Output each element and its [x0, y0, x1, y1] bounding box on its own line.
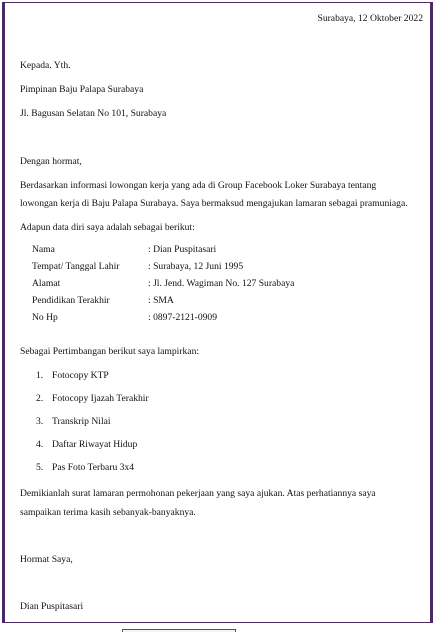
recipient-address: Jl. Bagusan Selatan No 101, Surabaya: [20, 108, 167, 119]
data-label-name: Nama: [32, 244, 55, 255]
data-value-birth: : Surabaya, 12 Juni 1995: [148, 261, 244, 272]
data-value-phone: : 0897-2121-0909: [148, 312, 218, 323]
list-item-number: 3.: [36, 416, 44, 427]
attachments-intro: Sebagai Pertimbangan berikut saya lampirkan:: [20, 346, 200, 357]
list-item: Transkrip Nilai: [52, 416, 111, 427]
sign-off: Hormat Saya,: [20, 554, 73, 565]
page-bottom-border: [2, 622, 433, 623]
letter-date: Surabaya, 12 Oktober 2022: [317, 13, 423, 24]
list-item-number: 2.: [36, 393, 44, 404]
data-value-address: : Jl. Jend. Wagiman No. 127 Surabaya: [148, 278, 295, 289]
signature-name: Dian Puspitasari: [20, 601, 84, 612]
list-item: Fotocopy KTP: [52, 370, 109, 381]
recipient-name: Pimpinan Baju Palapa Surabaya: [20, 84, 144, 95]
data-label-address: Alamat: [32, 278, 61, 289]
data-intro: Adapun data diri saya adalah sebagai berikut:: [20, 222, 195, 233]
list-item: Pas Foto Terbaru 3x4: [52, 462, 135, 473]
intro-line-2: lowongan kerja di Baju Palapa Surabaya. Saya bermaksud mengajukan lamaran sebagai pramuniaga.: [20, 198, 408, 209]
data-label-phone: No Hp: [32, 312, 58, 323]
recipient-prefix: Kepada. Yth.: [20, 60, 71, 71]
list-item-number: 4.: [36, 439, 44, 450]
list-item: Daftar Riwayat Hidup: [52, 439, 138, 450]
data-value-name: : Dian Puspitasari: [148, 244, 217, 255]
intro-line-1: Berdasarkan informasi lowongan kerja yang ada di Group Facebook Loker Surabaya tentang: [20, 180, 377, 191]
closing-line-2: sampaikan terima kasih sebanyak-banyaknya.: [20, 507, 196, 518]
data-label-birth: Tempat/ Tanggal Lahir: [32, 261, 120, 272]
data-label-education: Pendidikan Terakhir: [32, 295, 110, 306]
list-item-number: 5.: [36, 462, 44, 473]
closing-line-1: Demikianlah surat lamaran permohonan pekerjaan yang saya ajukan. Atas perhatiannya saya: [20, 488, 376, 499]
data-value-education: : SMA: [148, 295, 174, 306]
list-item-number: 1.: [36, 370, 44, 381]
greeting: Dengan hormat,: [20, 156, 82, 167]
list-item: Fotocopy Ijazah Terakhir: [52, 393, 149, 404]
